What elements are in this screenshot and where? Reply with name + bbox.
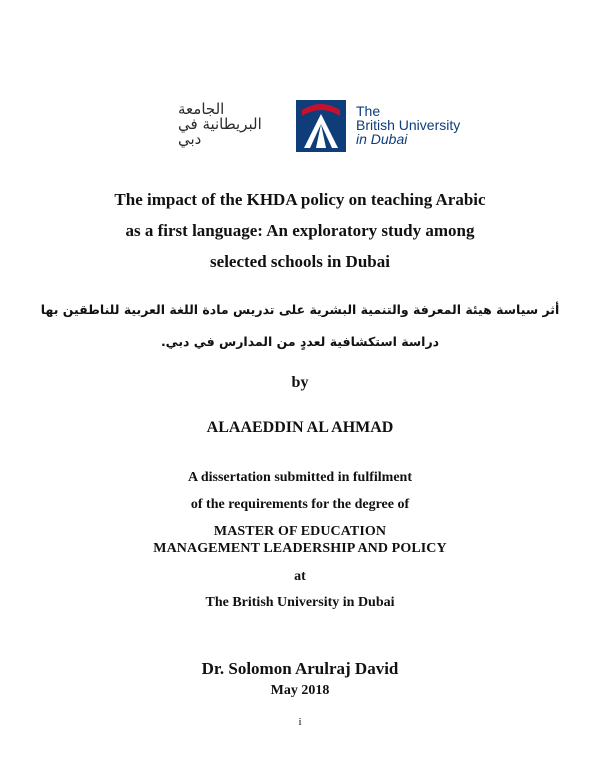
logo-english-line: in Dubai — [356, 131, 408, 147]
arabic-title-line: أثر سياسة هيئة المعرفة والتنمية البشرية على تدريس مادة اللغة العربية للناطقين بها — [40, 302, 560, 317]
degree-line: MANAGEMENT LEADERSHIP AND POLICY — [153, 541, 447, 556]
logo-english-line: British University — [356, 117, 461, 133]
arabic-title-line: دراسة استكشافية لعددٍ من المدارس في دبي. — [160, 334, 440, 349]
submission-line: of the requirements for the degree of — [190, 497, 410, 512]
submission-line: A dissertation submitted in fulfilment — [187, 470, 412, 485]
logo-arabic-wordmark — [178, 102, 290, 148]
logo-english-wordmark — [356, 104, 460, 146]
page-number: i — [298, 716, 302, 728]
by-label: by — [291, 374, 309, 391]
supervisor-name: Dr. Solomon Arulraj David — [201, 659, 399, 678]
logo-arabic-line: دبي — [178, 130, 202, 148]
submission-date: May 2018 — [270, 683, 330, 698]
university-logo — [178, 100, 478, 152]
logo-english-line: The — [356, 103, 381, 119]
logo-arabic-line: الجامعة — [178, 100, 225, 118]
title-line: selected schools in Dubai — [210, 252, 390, 271]
university-emblem-icon — [296, 100, 346, 152]
author-name: ALAAEDDIN AL AHMAD — [206, 419, 394, 436]
logo-arabic-line: البريطانية في — [178, 115, 262, 133]
title-line: as a first language: An exploratory study among — [125, 221, 475, 240]
institution-name: The British University in Dubai — [205, 595, 395, 610]
degree-line: MASTER OF EDUCATION — [213, 524, 387, 539]
at-label: at — [294, 569, 306, 584]
title-line: The impact of the KHDA policy on teaching Arabic — [114, 190, 486, 209]
